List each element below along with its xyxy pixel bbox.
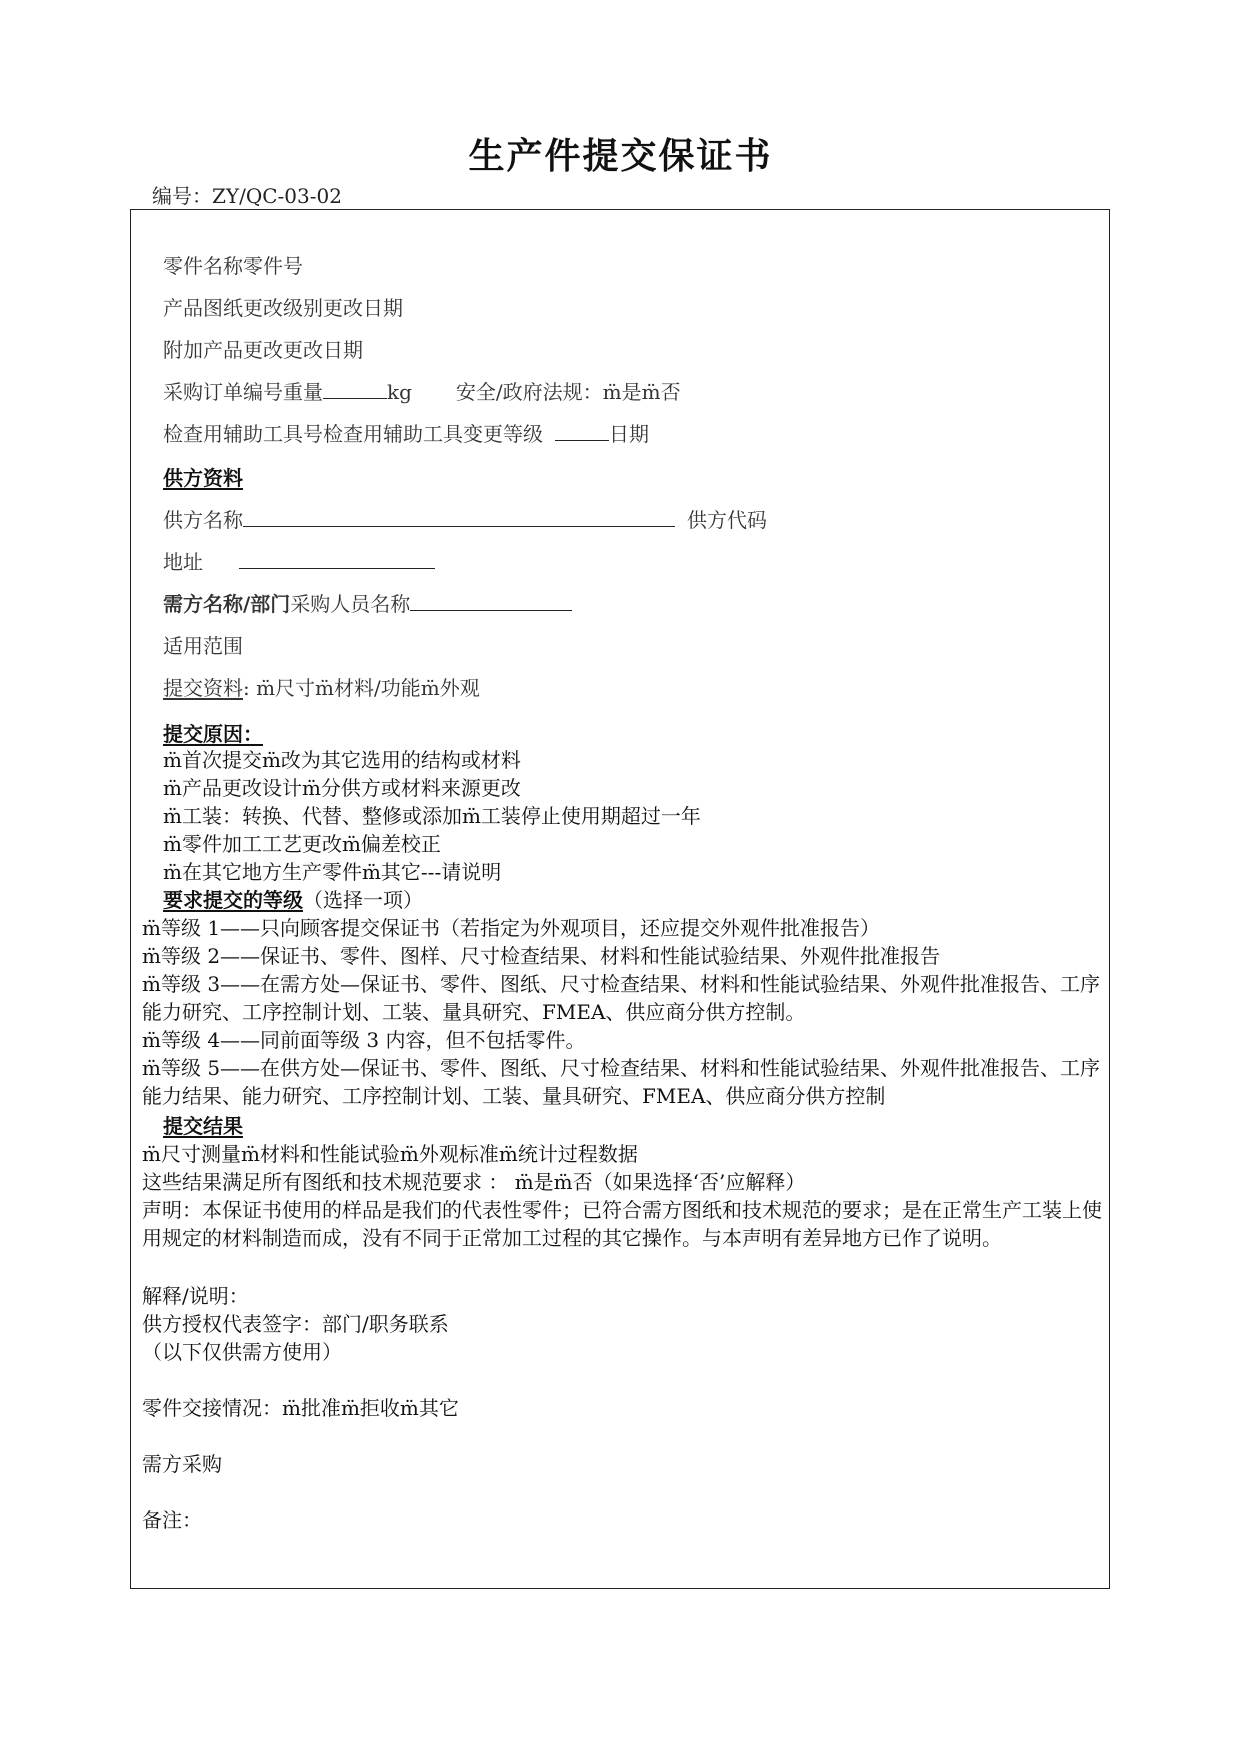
submission-info-label: 提交资料	[163, 676, 243, 700]
supplier-heading: 供方资料	[163, 466, 243, 490]
customer-line	[163, 590, 572, 618]
scope-line: 适用范围	[163, 634, 243, 658]
aid-level-blank[interactable]	[555, 420, 609, 441]
address-line	[163, 548, 435, 576]
kg-label: kg	[387, 380, 412, 404]
level-5: m̈等级 5——在供方处—保证书、零件、图纸、尺寸检查结果、材料和性能试验结果、外观件批准报告、工序能力结果、能力研究、工序控制计划、工装、量具研究、FMEA、供应商分供方控制	[142, 1056, 1101, 1108]
drawing-change-line: 产品图纸更改级别更改日期	[163, 296, 403, 320]
supplier-name-blank[interactable]	[243, 506, 675, 527]
address-label: 地址	[163, 550, 203, 574]
weight-blank[interactable]	[323, 378, 387, 399]
part-name-line: 零件名称零件号	[163, 254, 303, 278]
level-2: m̈等级 2——保证书、零件、图样、尺寸检查结果、材料和性能试验结果、外观件批准报告	[142, 944, 941, 968]
declaration: 声明：本保证书使用的样品是我们的代表性零件；已符合需方图纸和技术规范的要求；是在正常生产工装上使用规定的材料制造而成，没有不同于正常加工过程的其它操作。与本声明有差异地方已作了说明。	[142, 1198, 1102, 1250]
handover-line: 零件交接情况：m̈批准m̈拒收m̈其它	[142, 1396, 459, 1420]
submission-info-line	[163, 674, 480, 702]
address-blank[interactable]	[239, 548, 435, 569]
reason-5: m̈在其它地方生产零件m̈其它---请说明	[163, 860, 502, 884]
reason-1: m̈首次提交m̈改为其它选用的结构或材料	[163, 748, 521, 772]
po-label: 采购订单编号重量	[163, 380, 323, 404]
level-4: m̈等级 4——同前面等级 3 内容，但不包括零件。	[142, 1028, 586, 1052]
submission-info-options: : m̈尺寸m̈材料/功能m̈外观	[243, 676, 480, 700]
explanation-label: 解释/说明：	[142, 1284, 249, 1308]
meets-requirements: 这些结果满足所有图纸和技术规范要求 ： m̈是m̈否（如果选择‘否’应解释）	[142, 1170, 806, 1194]
reason-4: m̈零件加工工艺更改m̈偏差校正	[163, 832, 441, 856]
level-3: m̈等级 3——在需方处—保证书、零件、图纸、尺寸检查结果、材料和性能试验结果、外观件批准报告、工序能力研究、工序控制计划、工装、量具研究、FMEA、供应商分供方控制。	[142, 972, 1101, 1024]
level-note: （选择一项）	[303, 888, 423, 912]
level-heading: 要求提交的等级	[163, 888, 303, 912]
po-weight-line	[163, 378, 681, 406]
supplier-name-line	[163, 506, 767, 534]
result-options: m̈尺寸测量m̈材料和性能试验m̈外观标准m̈统计过程数据	[142, 1142, 638, 1166]
document-number: 编号：ZY/QC-03-02	[152, 184, 342, 208]
buyer-blank[interactable]	[410, 590, 572, 611]
buyer-label: 采购人员名称	[290, 592, 411, 616]
page-title: 生产件提交保证书	[468, 135, 773, 177]
inspection-aid-line	[163, 420, 649, 448]
customer-dept-label: 需方名称/部门	[163, 592, 291, 616]
aid-date-label: 日期	[609, 422, 649, 446]
safety-label: 安全/政府法规：m̈是m̈否	[455, 380, 681, 404]
remarks-label: 备注：	[142, 1508, 202, 1532]
reason-3: m̈工装：转换、代替、整修或添加m̈工装停止使用期超过一年	[163, 804, 701, 828]
reason-heading: 提交原因：	[163, 722, 263, 746]
supplier-name-label: 供方名称	[163, 508, 243, 532]
level-heading-line	[163, 886, 423, 914]
customer-only-note: （以下仅供需方使用）	[142, 1340, 342, 1364]
signature-line: 供方授权代表签字：部门/职务联系	[142, 1312, 449, 1336]
result-heading: 提交结果	[163, 1114, 243, 1138]
reason-2: m̈产品更改设计m̈分供方或材料来源更改	[163, 776, 521, 800]
customer-purchase-line: 需方采购	[142, 1452, 222, 1476]
supplier-code-label: 供方代码	[687, 508, 767, 532]
aid-label: 检查用辅助工具号检查用辅助工具变更等级	[163, 422, 543, 446]
additional-change-line: 附加产品更改更改日期	[163, 338, 363, 362]
level-1: m̈等级 1——只向顾客提交保证书（若指定为外观项目，还应提交外观件批准报告）	[142, 916, 881, 940]
